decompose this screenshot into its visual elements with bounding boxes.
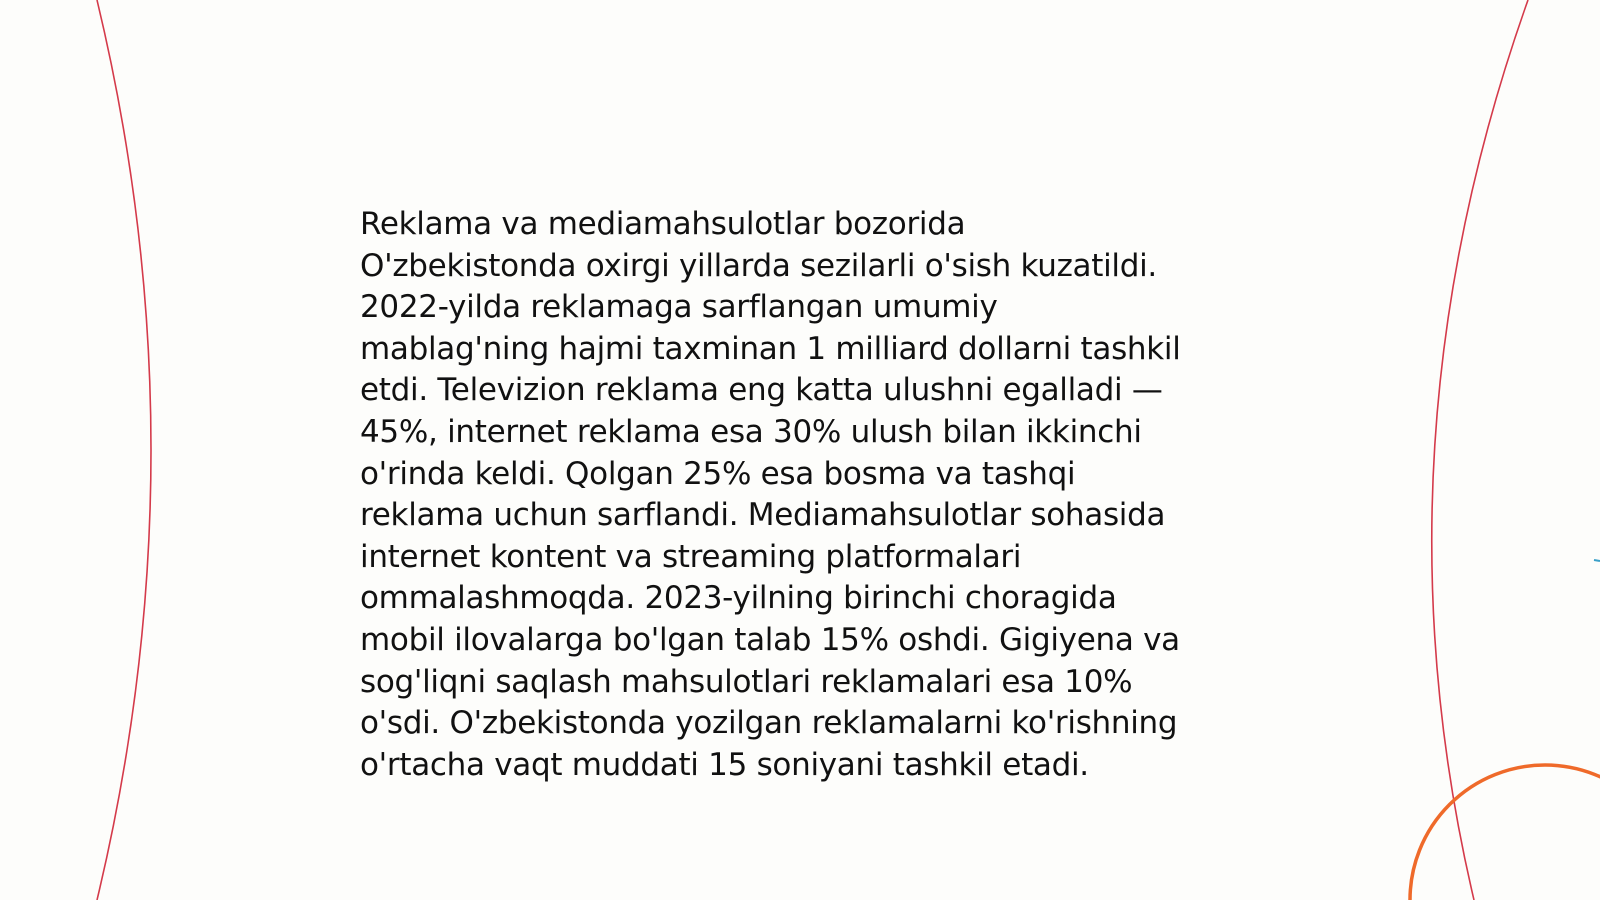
small-accent-mark	[1594, 560, 1600, 561]
left-arc-line	[97, 0, 151, 900]
slide-body-text: Reklama va mediamahsulotlar bozorida O'zbekistonda oxirgi yillarda sezilarli o'sish kuzatildi. 2022-yilda reklamaga sarflangan umumiy mablag'ning hajmi taxminan 1 milliard dollarni tashkil etdi. Televizion reklama eng katta ulushni egalladi — 45%, internet reklama esa 30% ulush bilan ikkinchi o'rinda keldi. Qolgan 25% esa bosma va tashqi reklama uchun sarflandi. Mediamahsulotlar sohasida internet kontent va streaming platformalari ommalashmoqda. 2023-yilning birinchi choragida mobil ilovalarga bo'lgan talab 15% oshdi. Gigiyena va sog'liqni saqlash mahsulotlari reklamalari esa 10% o'sdi. O'zbekistonda yozilgan reklamalarni ko'rishning o'rtacha vaqt muddati 15 soniyani tashkil etadi.	[360, 206, 1181, 783]
right-arc-line	[1432, 0, 1528, 900]
orange-accent-circle	[1410, 765, 1600, 900]
